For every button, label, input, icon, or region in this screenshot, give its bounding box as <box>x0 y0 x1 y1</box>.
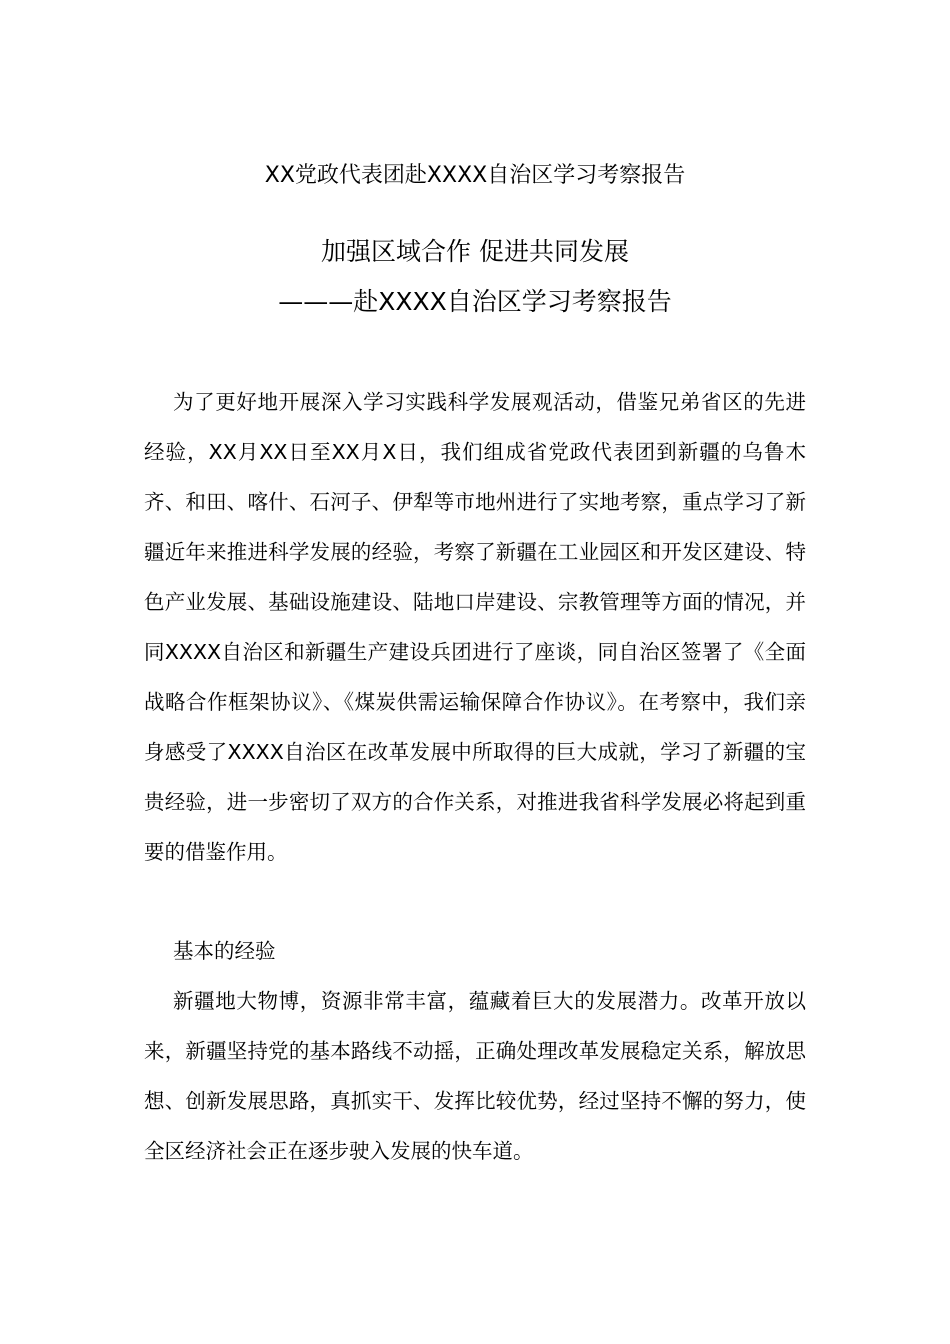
main-title: 加强区域合作 促进共同发展 <box>321 237 629 266</box>
subtitle: ———赴XXXX自治区学习考察报告 <box>278 287 672 316</box>
document-title: XX党政代表团赴XXXX自治区学习考察报告 <box>264 163 686 188</box>
intro-paragraph: 为了更好地开展深入学习实践科学发展观活动，借鉴兄弟省区的先进经验，XX月XX日至XX月X日，我们组成省党政代表团到新疆的乌鲁木齐、和田、喀什、石河子、伊犁等市地州进行了实地考察，重点学习了新疆近年来推进科学发展的经验，考察了新疆在工业园区和开发区建设、特色产业发展、基础设施建设、陆地口岸建设、宗教管理等方面的情况，并同XXXX自治区和新疆生产建设兵团进行了座谈，同自治区签署了《全面战略合作框架协议》、《煤炭供需运输保障合作协议》。在考察中，我们亲身感受了XXXX自治区在改革发展中所取得的巨大成就，学习了新疆的宝贵经验，进一步密切了双方的合作关系，对推进我省科学发展必将起到重要的借鉴作用。 <box>144 390 806 864</box>
section-heading: 基本的经验 <box>173 939 276 963</box>
experience-paragraph: 新疆地大物博，资源非常丰富，蕴藏着巨大的发展潜力。改革开放以来，新疆坚持党的基本路线不动摇，正确处理改革发展稳定关系，解放思想、创新发展思路，真抓实干、发挥比较优势，经过坚持不懈的努力，使全区经济社会正在逐步驶入发展的快车道。 <box>144 989 806 1163</box>
